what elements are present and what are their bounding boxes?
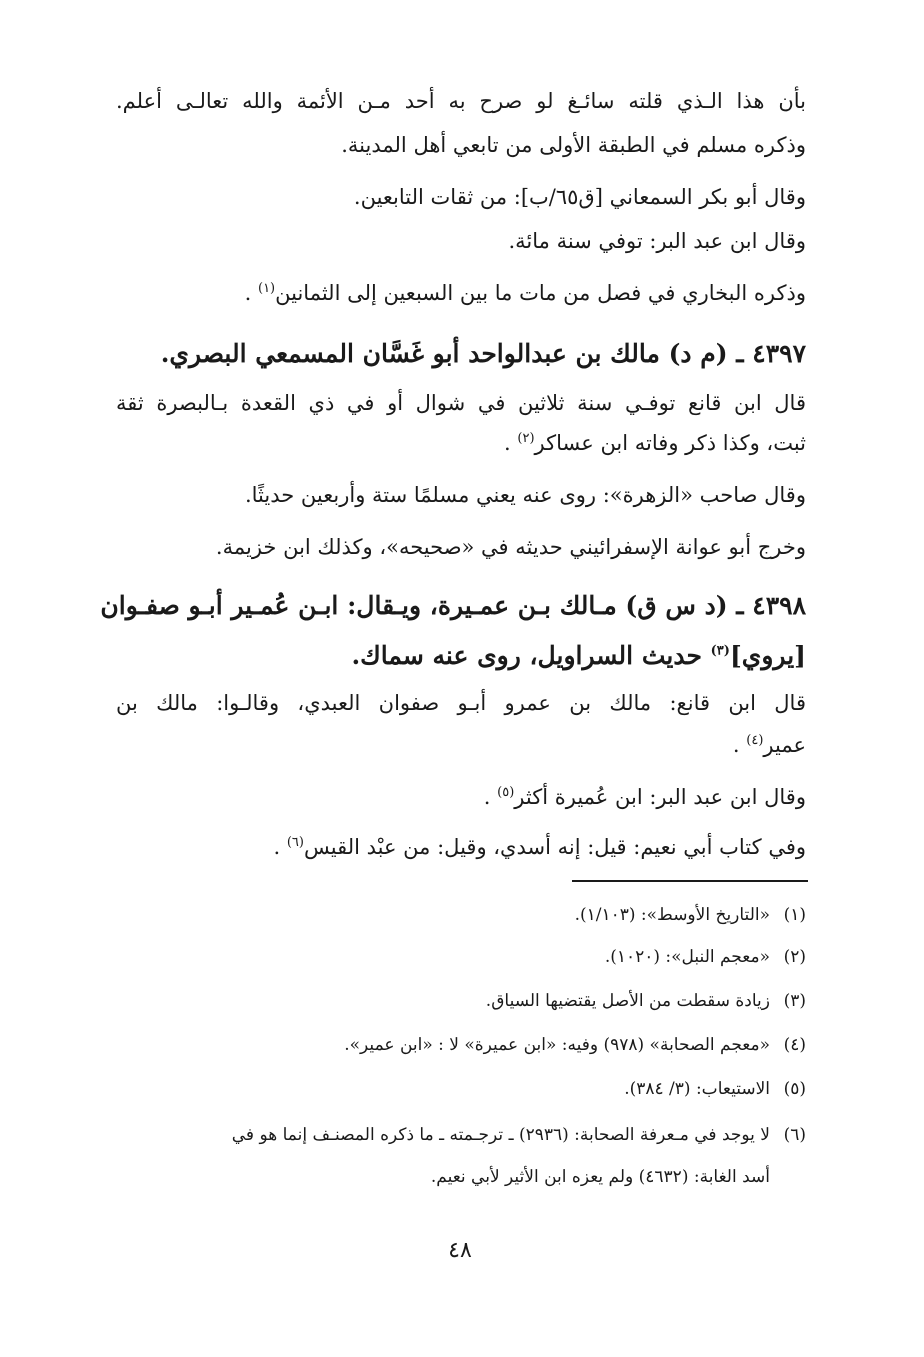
footnote-ref-4: (٤) xyxy=(746,733,764,748)
footnote-6-continuation xyxy=(116,1164,770,1190)
footnote-1-text: «التاريخ الأوسط»: (١/١٠٣). xyxy=(574,905,770,925)
footnote-separator xyxy=(572,880,808,882)
body-line-5: وذكره البخاري في فصل من مات ما بين السبعين إلى الثمانين$^{(١)}$ . xyxy=(244,281,806,305)
footnote-ref-3: (٣) xyxy=(710,643,730,659)
entry-4398-heading-1: ٤٣٩٨ ـ (د س ق) مـالك بـن عمـيرة، ويـقال: ابـن عُمـير أبـو صفـوان xyxy=(100,591,806,620)
body-line-2: وذكره مسلم في الطبقة الأولى من تابعي أهل المدينة. xyxy=(341,133,806,157)
entry-4397-line-3: وقال صاحب «الزهرة»: روى عنه يعني مسلمًا ستة وأربعين حديثًا. xyxy=(244,483,806,507)
footnote-2-num: (٢) xyxy=(783,947,806,967)
body-line-4: وقال ابن عبد البر: توفي سنة مائة. xyxy=(508,229,806,253)
entry-4397-line-2: ثبت، وكذا ذكر وفاته ابن عساكر$^{(٢)}$ . xyxy=(504,431,806,455)
body-line-3: وقال أبو بكر السمعاني [ق٦٥/ب]: من ثقات التابعين. xyxy=(353,185,806,209)
entry-4398-line-2-text: عمير xyxy=(763,733,806,757)
entry-4398-line-1: قال ابن قانع: مالك بن عمرو أبـو صفوان العبدي، وقالـوا: مالك بن xyxy=(116,691,806,715)
footnote-5 xyxy=(116,1076,806,1102)
footnote-ref-1: (١) xyxy=(257,281,276,296)
entry-4398-line-4-text: وفي كتاب أبي نعيم: قيل: إنه أسدي، وقيل: من عبْد القيس xyxy=(303,835,806,859)
footnote-4 xyxy=(116,1032,806,1058)
footnote-6-text-cont: أسد الغابة: (٤٦٣٢) ولم يعزه ابن الأثير لأبي نعيم. xyxy=(430,1167,770,1187)
body-line-1: بأن هذا الـذي قلته سائـغ لو صرح به أحد مـن الأئمة والله تعالـى أعلم. xyxy=(116,89,806,113)
entry-4398-heading-2 xyxy=(116,638,806,674)
entry-4397-line-1: قال ابن قانع توفـي سنة ثلاثين في شوال أو في ذي القعدة بـالبصرة ثقة xyxy=(116,391,806,415)
footnote-6-num: (٦) xyxy=(783,1125,806,1145)
entry-4398-heading-2a: [يروي] xyxy=(729,641,806,670)
page-number: ٤٨ xyxy=(448,1238,472,1263)
footnote-2-text: «معجم النبل»: (١٠٢٠). xyxy=(604,947,770,967)
entry-4398-line-3: وقال ابن عبد البر: ابن عُميرة أكثر$^{(٥)}$ . xyxy=(483,785,806,809)
entry-4398-line-4: وفي كتاب أبي نعيم: قيل: إنه أسدي، وقيل: من عبْد القيس$^{(٦)}$ . xyxy=(273,835,806,859)
entry-4397-line-4: وخرج أبو عوانة الإسفرائيني حديثه في «صحيحه»، وكذلك ابن خزيمة. xyxy=(215,535,806,559)
footnote-6 xyxy=(116,1122,806,1148)
footnote-6-text: لا يوجد في مـعرفة الصحابة: (٢٩٣٦) ـ ترجـمته ـ ما ذكره المصنـف إنما هو في xyxy=(231,1125,770,1145)
footnote-ref-6: (٦) xyxy=(286,835,304,850)
entry-4397-line-2-text: ثبت، وكذا ذكر وفاته ابن عساكر xyxy=(534,431,806,455)
body-line-5-text: وذكره البخاري في فصل من مات ما بين السبعين إلى الثمانين xyxy=(275,281,806,305)
entry-4398-heading-2b: حديث السراويل، روى عنه سماك. xyxy=(351,641,702,670)
footnote-ref-2: (٢) xyxy=(517,431,535,446)
footnote-5-num: (٥) xyxy=(783,1079,806,1099)
entry-4398-line-2: عمير$^{(٤)}$ . xyxy=(732,733,806,757)
entry-4398-line-3-text: وقال ابن عبد البر: ابن عُميرة أكثر xyxy=(514,785,806,809)
footnote-4-num: (٤) xyxy=(783,1035,806,1055)
footnote-1 xyxy=(116,902,806,928)
footnote-3-num: (٣) xyxy=(783,991,806,1011)
footnote-4-text: «معجم الصحابة» (٩٧٨) وفيه: «ابن عميرة» لا : «ابن عمير». xyxy=(344,1035,770,1055)
footnote-2 xyxy=(116,944,806,970)
footnote-3-text: زيادة سقطت من الأصل يقتضيها السياق. xyxy=(485,991,770,1011)
footnote-5-text: الاستيعاب: (٣/ ٣٨٤). xyxy=(624,1079,770,1099)
footnote-ref-5: (٥) xyxy=(497,785,515,800)
footnote-1-num: (١) xyxy=(783,905,806,925)
footnote-3 xyxy=(116,988,806,1014)
entry-4397-heading: ٤٣٩٧ ـ (م د) مالك بن عبدالواحد أبو غَسَّان المسمعي البصري. xyxy=(160,339,806,368)
